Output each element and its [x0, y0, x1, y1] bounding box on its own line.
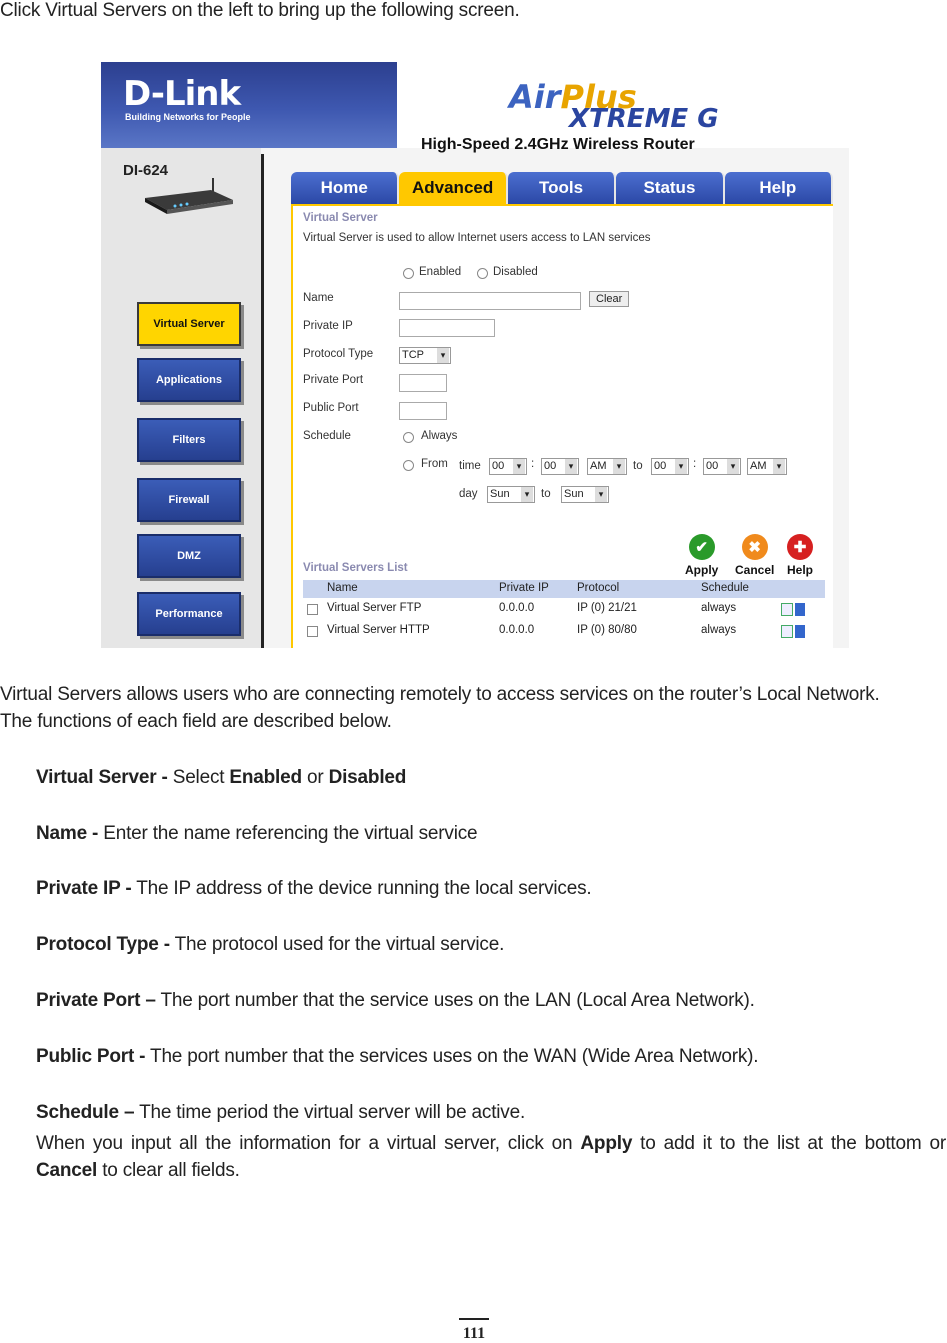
body-paragraph-line-2: The functions of each field are described below.	[0, 711, 392, 732]
disabled-label: Disabled	[493, 266, 538, 278]
table-row	[303, 600, 825, 620]
router-screenshot	[101, 62, 849, 648]
time-colon: :	[531, 458, 535, 470]
edit-icon[interactable]	[781, 625, 793, 638]
to-hour-select[interactable]: 00 ▾	[651, 458, 689, 475]
table-row	[303, 622, 825, 642]
to-minute-select[interactable]: 00 ▾	[703, 458, 741, 475]
list-header-private-ip: Private IP	[499, 582, 549, 594]
product-banner	[397, 62, 849, 153]
router-icon	[141, 178, 237, 214]
tab-status[interactable]: Status	[616, 172, 724, 204]
model-label: DI-624	[123, 162, 169, 179]
always-radio[interactable]	[403, 432, 414, 443]
def-virtual-server: Virtual Server - Select Enabled or Disabled	[36, 767, 407, 788]
nav-virtual-server[interactable]: Virtual Server	[137, 302, 241, 346]
nav-dmz[interactable]: DMZ	[137, 534, 241, 578]
from-ampm-select[interactable]: AM ▾	[587, 458, 627, 475]
time-label: time	[459, 460, 481, 472]
help-icon: ✚	[787, 534, 813, 560]
enabled-label: Enabled	[419, 266, 462, 278]
def-protocol-type: Protocol Type - The protocol used for the virtual service.	[36, 934, 505, 955]
tab-advanced[interactable]: Advanced	[399, 172, 507, 204]
edit-icon[interactable]	[781, 603, 793, 616]
list-header-schedule: Schedule	[701, 582, 749, 594]
from-radio[interactable]	[403, 460, 414, 471]
public-port-label: Public Port	[303, 402, 359, 414]
help-button[interactable]: ✚ Help	[787, 534, 813, 577]
dlink-logo: D-Link	[123, 74, 241, 114]
schedule-label: Schedule	[303, 430, 351, 442]
product-tagline: High-Speed 2.4GHz Wireless Router	[421, 136, 695, 153]
day-from-select[interactable]: Sun ▾	[487, 486, 535, 503]
row-name: Virtual Server HTTP	[327, 624, 430, 636]
name-input[interactable]	[399, 292, 581, 310]
section-description: Virtual Server is used to allow Internet users access to LAN services	[303, 232, 651, 244]
name-label: Name	[303, 292, 334, 304]
dlink-tagline: Building Networks for People	[125, 112, 251, 122]
time-colon-2: :	[693, 458, 697, 470]
private-port-label: Private Port	[303, 374, 364, 386]
to-ampm-select[interactable]: AM ▾	[747, 458, 787, 475]
clear-button[interactable]: Clear	[589, 291, 629, 307]
disabled-radio[interactable]	[477, 268, 488, 279]
content-panel	[291, 204, 833, 648]
def-schedule: Schedule – The time period the virtual server will be active.	[36, 1102, 526, 1123]
page-number-rule	[459, 1318, 489, 1320]
row-protocol: IP (0) 21/21	[577, 602, 637, 614]
row-ip: 0.0.0.0	[499, 602, 535, 614]
def-private-port: Private Port – The port number that the service uses on the LAN (Local Area Network).	[36, 990, 755, 1011]
header-banner	[101, 62, 849, 153]
row-protocol: IP (0) 80/80	[577, 624, 637, 636]
enabled-radio[interactable]	[403, 268, 414, 279]
list-header-protocol: Protocol	[577, 582, 620, 594]
time-to-label: to	[633, 460, 643, 472]
list-header-name: Name	[327, 582, 358, 594]
private-ip-label: Private IP	[303, 320, 353, 332]
section-title: Virtual Server	[303, 212, 378, 224]
apply-icon: ✔	[689, 534, 715, 560]
row-schedule: always	[701, 602, 737, 614]
page-number: 111	[462, 1325, 486, 1342]
tab-home[interactable]: Home	[291, 172, 399, 204]
list-title: Virtual Servers List	[303, 562, 408, 574]
panel-divider	[261, 154, 264, 648]
always-label: Always	[421, 430, 458, 442]
from-minute-select[interactable]: 00 ▾	[541, 458, 579, 475]
closing-paragraph: When you input all the information for a virtual server, click on Apply to add it to the list at the bottom or Cancel to clear all fields.	[36, 1133, 946, 1181]
protocol-type-label: Protocol Type	[303, 348, 374, 360]
tab-help[interactable]: Help	[725, 172, 833, 204]
public-port-input[interactable]	[399, 402, 447, 420]
private-ip-input[interactable]	[399, 319, 495, 337]
xtreme-logo: XTREME G	[569, 104, 719, 134]
protocol-select[interactable]: TCP ▾	[399, 347, 451, 364]
intro-text: Click Virtual Servers on the left to bring up the following screen.	[0, 0, 520, 21]
def-private-ip: Private IP - The IP address of the device running the local services.	[36, 878, 592, 899]
delete-icon[interactable]	[795, 625, 805, 638]
body-paragraph-line-1: Virtual Servers allows users who are connecting remotely to access services on the router’s Local Network.	[0, 684, 880, 705]
nav-firewall[interactable]: Firewall	[137, 478, 241, 522]
day-to-label: to	[541, 488, 551, 500]
from-label: From	[421, 458, 448, 470]
top-tabs	[291, 172, 833, 204]
day-to-select[interactable]: Sun ▾	[561, 486, 609, 503]
list-header	[303, 580, 825, 598]
from-hour-select[interactable]: 00 ▾	[489, 458, 527, 475]
device-panel	[101, 148, 261, 648]
row-checkbox[interactable]	[307, 626, 318, 637]
row-name: Virtual Server FTP	[327, 602, 422, 614]
nav-performance[interactable]: Performance	[137, 592, 241, 636]
def-public-port: Public Port - The port number that the services uses on the WAN (Wide Area Network).	[36, 1046, 759, 1067]
nav-filters[interactable]: Filters	[137, 418, 241, 462]
def-name: Name - Enter the name referencing the virtual service	[36, 823, 478, 844]
cancel-icon: ✖	[742, 534, 768, 560]
nav-applications[interactable]: Applications	[137, 358, 241, 402]
row-checkbox[interactable]	[307, 604, 318, 615]
delete-icon[interactable]	[795, 603, 805, 616]
row-schedule: always	[701, 624, 737, 636]
row-ip: 0.0.0.0	[499, 624, 535, 636]
apply-button[interactable]: ✔ Apply	[685, 534, 718, 577]
cancel-button[interactable]: ✖ Cancel	[735, 534, 774, 577]
tab-tools[interactable]: Tools	[508, 172, 616, 204]
airplus-logo: AirPlus	[509, 78, 637, 116]
day-label: day	[459, 488, 478, 500]
private-port-input[interactable]	[399, 374, 447, 392]
